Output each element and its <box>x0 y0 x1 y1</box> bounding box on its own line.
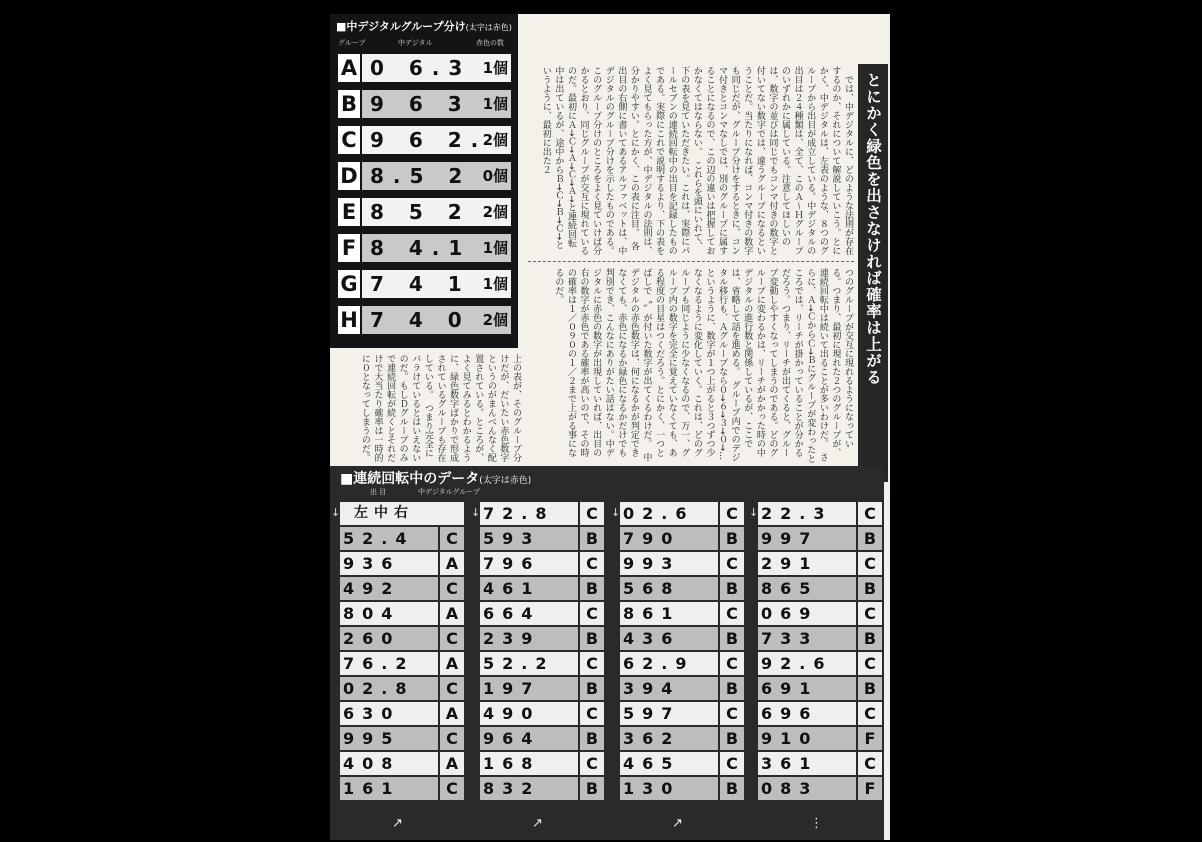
data-row <box>340 602 464 625</box>
group-letter: A <box>338 54 362 82</box>
data-row <box>758 527 882 550</box>
data-row <box>340 552 464 575</box>
data-row <box>480 777 604 800</box>
data-row <box>758 727 882 750</box>
result-number: 995 <box>343 729 401 748</box>
data-row <box>620 552 744 575</box>
group-row-g <box>338 270 511 298</box>
data-row <box>480 702 604 725</box>
header-digital: 中デジタル <box>398 39 433 47</box>
more-icon: ⋮ <box>810 816 823 831</box>
group-table-title: ■中デジタルグループ分け(太字は赤色) <box>336 20 512 33</box>
group-letter: B <box>718 727 744 750</box>
data-row <box>620 627 744 650</box>
data-row <box>340 652 464 675</box>
result-number: 461 <box>483 579 541 598</box>
group-letter: C <box>718 652 744 675</box>
side-title: とにかく緑色を出さなければ確率は上がる <box>864 72 882 386</box>
result-number: 22.3 <box>761 504 833 523</box>
group-letter: B <box>718 577 744 600</box>
red-count: 2個 <box>482 203 508 221</box>
group-letter: C <box>578 502 604 525</box>
group-row-d <box>338 162 511 190</box>
result-number: 161 <box>343 779 401 798</box>
result-number: 239 <box>483 629 541 648</box>
result-number: 069 <box>761 604 819 623</box>
group-letter: C <box>856 602 882 625</box>
result-number: 130 <box>623 779 681 798</box>
result-number: 362 <box>623 729 681 748</box>
group-letter: D <box>338 162 362 190</box>
group-digits: 9 6 2. <box>370 128 488 152</box>
sub-label-group: 中デジタルグループ <box>418 488 480 496</box>
group-letter: B <box>578 677 604 700</box>
group-letter: F <box>856 777 882 800</box>
group-letter: B <box>718 627 744 650</box>
result-number: 993 <box>623 554 681 573</box>
article-lower: つのグループが交互に現れるようになっている。つまり、最初に現れた２つのグループが、連続回転中は続いて出ることが多いわけだ。 さらに、Ａ→ＣからＣ→Ｂにグループが変わったところでは、リーチが掛かっていることが分かるだろう。つまり、リーチが出てくると、グループ変動しやすくなってしまうのである。どのグループに変わるかは、リーチがかかった時の中デジタルの進行数と関係しているが、ここでは、省略して話を進める。 グループ内でのデジタル移行も、Ａグループなら０→６→３→０→…というように、数字が１つ上がると３つずつ少なくなるように変化していく。これは、どのグループも同じように少なくなるので、万一、グループ内の数字を完全に覚えていなくても、ある程度の目星はつくだろう。とにかく、一つとばしで〝〟が付いた数字が出てくるわけだ。 中デジタルの赤色数字は、何になるかが判定できなくても、赤色になるか緑色になるかだけでも判別でき、こんなにありがたい話はない。中デジタルに赤色の数字が出現していれば、出目の右の数字が赤色である確率が高いので、その時の確率は１／０９０の１／２まで上がる事になるのだ。 <box>553 268 853 464</box>
group-letter: C <box>438 777 464 800</box>
data-row <box>620 577 744 600</box>
result-number: 492 <box>343 579 401 598</box>
result-number: 083 <box>761 779 819 798</box>
next-arrow-icon: ↗ <box>532 816 543 831</box>
result-number: 796 <box>483 554 541 573</box>
result-number: 832 <box>483 779 541 798</box>
data-row <box>620 702 744 725</box>
group-digits: 8 5 2 <box>370 200 471 224</box>
group-digits: 8.5 2 <box>370 164 472 188</box>
sub-label-result: 出 目 <box>370 488 387 496</box>
side-title-bar <box>858 64 888 482</box>
result-number: 691 <box>761 679 819 698</box>
data-column-3 <box>620 502 744 802</box>
result-number: 910 <box>761 729 819 748</box>
data-row <box>620 502 744 525</box>
result-number: 260 <box>343 629 401 648</box>
group-letter: B <box>578 777 604 800</box>
red-count: 0個 <box>482 167 508 185</box>
red-count: 1個 <box>482 239 508 257</box>
data-row <box>758 627 882 650</box>
group-row-c <box>338 126 511 154</box>
result-number: 733 <box>761 629 819 648</box>
continue-arrow-icon: ↓ <box>611 506 621 519</box>
group-letter: B <box>718 777 744 800</box>
red-count: 2個 <box>482 311 508 329</box>
group-letter: C <box>438 727 464 750</box>
data-row <box>480 527 604 550</box>
group-letter: B <box>578 727 604 750</box>
group-letter: C <box>578 752 604 775</box>
group-digits: 9 6 3 <box>370 92 471 116</box>
result-number: 804 <box>343 604 401 623</box>
result-number: 597 <box>623 704 681 723</box>
group-letter: C <box>856 652 882 675</box>
group-letter: A <box>438 602 464 625</box>
result-number: 865 <box>761 579 819 598</box>
group-letter: C <box>438 577 464 600</box>
data-row <box>340 677 464 700</box>
result-number: 197 <box>483 679 541 698</box>
red-count: 2個 <box>482 131 508 149</box>
data-row <box>620 727 744 750</box>
group-letter: B <box>338 90 362 118</box>
result-number: 593 <box>483 529 541 548</box>
group-letter: B <box>856 627 882 650</box>
data-header-cell: 左中右 <box>340 502 464 525</box>
result-number: 361 <box>761 754 819 773</box>
result-number: 997 <box>761 529 819 548</box>
group-digits: 8 4.1 <box>370 236 472 260</box>
group-letter: C <box>578 602 604 625</box>
data-row <box>340 727 464 750</box>
data-row <box>620 752 744 775</box>
group-letter: B <box>856 527 882 550</box>
data-row <box>480 652 604 675</box>
group-letter: B <box>718 527 744 550</box>
group-letter: C <box>856 552 882 575</box>
result-number: 568 <box>623 579 681 598</box>
group-letter: B <box>856 577 882 600</box>
divider <box>528 261 854 262</box>
result-number: 490 <box>483 704 541 723</box>
group-letter: B <box>856 677 882 700</box>
next-arrow-icon: ↗ <box>672 816 683 831</box>
result-number: 436 <box>623 629 681 648</box>
result-number: 76.2 <box>343 654 415 673</box>
data-row <box>620 777 744 800</box>
group-letter: A <box>438 652 464 675</box>
data-row <box>620 527 744 550</box>
data-row <box>340 777 464 800</box>
group-digits: 0 6.3 <box>370 56 472 80</box>
result-number: 696 <box>761 704 819 723</box>
data-row <box>480 502 604 525</box>
data-row <box>758 652 882 675</box>
group-letter: C <box>856 752 882 775</box>
result-number: 52.2 <box>483 654 555 673</box>
red-count: 1個 <box>482 95 508 113</box>
group-letter: C <box>578 652 604 675</box>
data-row <box>758 602 882 625</box>
data-table-title: ■連続回転中のデータ(太字は赤色) <box>340 471 532 487</box>
data-row <box>620 652 744 675</box>
group-digits: 7 4 0 <box>370 308 471 332</box>
group-letter: B <box>578 577 604 600</box>
result-number: 168 <box>483 754 541 773</box>
data-row <box>480 677 604 700</box>
data-row <box>340 527 464 550</box>
magazine-page <box>330 14 890 840</box>
group-letter: C <box>718 502 744 525</box>
data-column-1 <box>340 502 464 802</box>
group-letter: F <box>856 727 882 750</box>
result-number: 394 <box>623 679 681 698</box>
result-number: 465 <box>623 754 681 773</box>
continue-arrow-icon: ↓ <box>331 506 341 519</box>
data-column-4 <box>758 502 882 802</box>
header-red-count: 赤色の数 <box>476 39 504 47</box>
continue-arrow-icon: ↓ <box>471 506 481 519</box>
result-number: 664 <box>483 604 541 623</box>
group-letter: B <box>578 527 604 550</box>
data-row <box>758 577 882 600</box>
group-letter: C <box>438 677 464 700</box>
group-letter: C <box>856 702 882 725</box>
data-row <box>758 752 882 775</box>
result-number: 72.8 <box>483 504 555 523</box>
group-letter: C <box>718 752 744 775</box>
group-letter: E <box>338 198 362 226</box>
group-letter: C <box>718 552 744 575</box>
group-letter: C <box>578 702 604 725</box>
result-number: 964 <box>483 729 541 748</box>
header-group: グループ <box>338 39 366 47</box>
data-row <box>758 552 882 575</box>
data-row <box>340 752 464 775</box>
group-row-a <box>338 54 511 82</box>
result-number: 291 <box>761 554 819 573</box>
group-letter: A <box>438 702 464 725</box>
group-letter: C <box>718 702 744 725</box>
group-letter: B <box>578 627 604 650</box>
group-letter: C <box>718 602 744 625</box>
group-letter: A <box>438 752 464 775</box>
result-number: 630 <box>343 704 401 723</box>
data-row <box>480 602 604 625</box>
data-row <box>480 727 604 750</box>
result-number: 02.6 <box>623 504 695 523</box>
article-upper: では、中デジタルに、どのような法則が存在するのか、それについて解説していこう。とにかく、中デジタルは、左表のような、８つのグループから出目が成立している。中デジタルの出目は２４種類は、全て、このＡ～Ｈグループのいずれかに属している。注意してほしいのは、数字の並びは同じでもコンマ付きの数字と付いてない数字では、違うグループになるということだ。当たりになれば、コンマ付きの数字も同じだが、グループ分けをするときに、コンマ付きとコンマなしでは、別のグループに属することになるので、この辺の違いは把握しておかなくてはならない。 これらを頭にいれて、下の表を見ていただきたい。これは、実際にパールセブンの連続回転中の出目を記録したものである。実際にこれで説明するより、下の表をよく見てもらった方が、中デジタルの法則は、分かりやすい。とにかく、この表に注目。 各出目の右側に書いてあるアルファベットは、中デジタルのグループ分けを示したものである。このグループ分けのところをよく見ていけば分かるとおり、同じグループが交互に現れているのだ。最初にＡ→Ｃ→Ａ→Ｃ→Ａ→と連続回転中は出ているが、途中からＢ→Ｃ→Ｂ→Ｃ→というように、最初に出た２ <box>540 66 853 255</box>
group-letter: C <box>438 527 464 550</box>
red-count: 1個 <box>482 275 508 293</box>
result-number: 936 <box>343 554 401 573</box>
group-letter: G <box>338 270 362 298</box>
result-number: 52.4 <box>343 529 415 548</box>
group-letter: B <box>718 677 744 700</box>
data-row <box>340 577 464 600</box>
data-row <box>480 577 604 600</box>
result-number: 62.9 <box>623 654 695 673</box>
data-table <box>330 466 884 840</box>
data-row <box>480 752 604 775</box>
result-number: 408 <box>343 754 401 773</box>
result-number: 02.8 <box>343 679 415 698</box>
group-letter: A <box>438 552 464 575</box>
result-number: 790 <box>623 529 681 548</box>
group-digits: 7 4 1 <box>370 272 471 296</box>
group-letter: C <box>856 502 882 525</box>
group-row-b <box>338 90 511 118</box>
group-row-e <box>338 198 511 226</box>
data-row <box>758 502 882 525</box>
result-number: 861 <box>623 604 681 623</box>
group-letter: C <box>578 552 604 575</box>
data-row <box>758 677 882 700</box>
data-row <box>480 627 604 650</box>
red-count: 1個 <box>482 59 508 77</box>
data-row <box>620 602 744 625</box>
group-letter: F <box>338 234 362 262</box>
continue-arrow-icon: ↓ <box>749 506 759 519</box>
group-letter: H <box>338 306 362 334</box>
group-row-h <box>338 306 511 334</box>
group-letter: C <box>338 126 362 154</box>
data-row <box>758 777 882 800</box>
data-column-2 <box>480 502 604 802</box>
result-number: 92.6 <box>761 654 833 673</box>
data-row <box>340 627 464 650</box>
group-table <box>330 14 518 348</box>
article-left: 上の表が、そのグループ分けだが、だいたい赤色数字というのがまんべんなく配置されている。ところが、よく見てみるとわかるように、緑色数字ばかりで形成されているグループも存在している。 つまり完全にバラけているとはいえないのだ。もしＤグループのみで連続回転が続くとそれだけで大当たり確率は一時的に０となってしまうのだ。 <box>359 354 521 462</box>
group-letter: C <box>438 627 464 650</box>
next-arrow-icon: ↗ <box>392 816 403 831</box>
data-row <box>480 552 604 575</box>
group-row-f <box>338 234 511 262</box>
data-row <box>620 677 744 700</box>
data-row <box>340 702 464 725</box>
data-row <box>758 702 882 725</box>
